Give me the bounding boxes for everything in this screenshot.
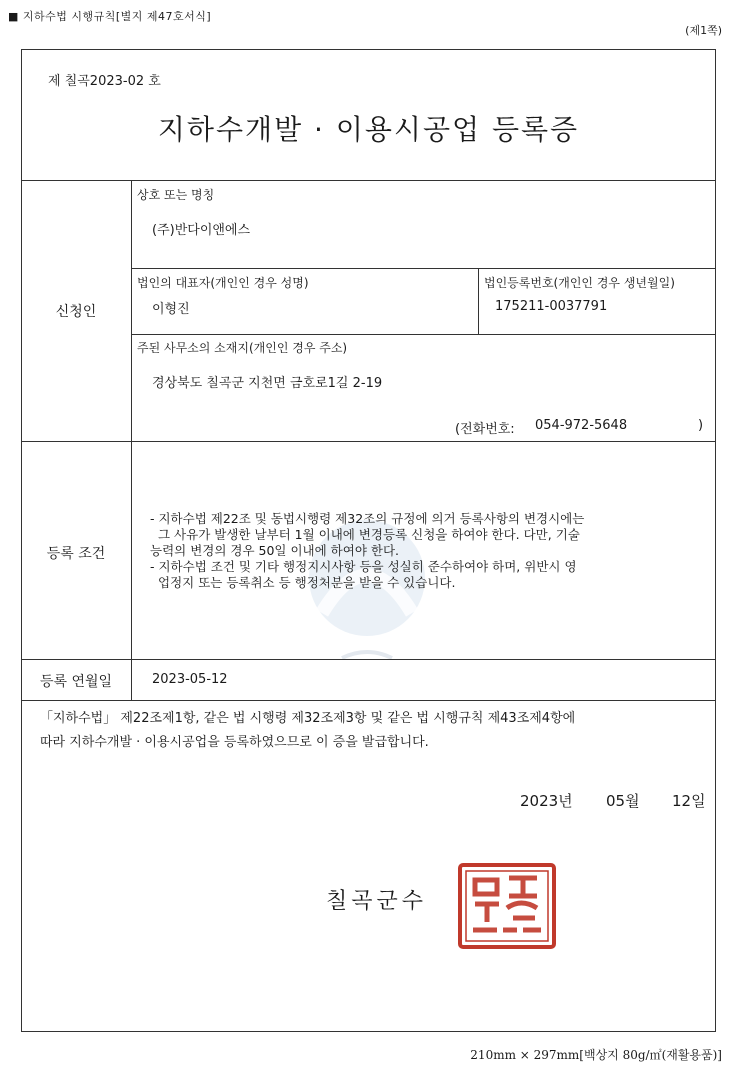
statement-line: 「지하수법」 제22조제1항, 같은 법 시행령 제32조제3항 및 같은 법 시행규칙 제43조제4항에	[40, 711, 576, 726]
conditions-line: 업정지 또는 등록취소 등 행정처분을 받을 수 있습니다.	[158, 575, 456, 590]
form-page-number: (제1쪽)	[685, 24, 722, 37]
issue-day: 12일	[672, 792, 706, 810]
address-value: 경상북도 칠곡군 지천면 금호로1길 2-19	[152, 376, 383, 391]
issuance-statement	[40, 707, 575, 755]
applicant-section-label: 신청인	[55, 304, 97, 320]
divider-title	[22, 180, 715, 181]
statement-line: 따라 지하수개발 · 이용시공업을 등록하였으므로 이 증을 발급합니다.	[40, 735, 429, 750]
conditions-text	[150, 511, 710, 591]
conditions-section-label: 등록 조건	[46, 546, 106, 562]
conditions-line: 능력의 변경의 경우 50일 이내에 하여야 한다.	[150, 543, 399, 558]
company-name-value: (주)반다이앤에스	[152, 223, 251, 238]
paper-spec-footer: 210mm × 297mm[백상지 80g/㎡(재활용품)]	[470, 1048, 722, 1062]
official-seal-icon	[457, 862, 557, 950]
corp-registration-label: 법인등록번호(개인인 경우 생년월일)	[484, 276, 675, 290]
issue-year: 2023년	[520, 792, 573, 810]
divider-representative	[131, 334, 715, 335]
phone-suffix: )	[698, 418, 704, 433]
conditions-line: - 지하수법 조건 및 기타 행정지시사항 등을 성실히 준수하여야 하며, 위반시 영	[150, 559, 577, 574]
registration-date-value: 2023-05-12	[152, 672, 228, 687]
divider-conditions	[22, 659, 715, 660]
representative-label: 법인의 대표자(개인인 경우 성명)	[137, 276, 309, 290]
phone-value: 054-972-5648	[535, 418, 628, 433]
corpno-column-divider	[478, 268, 479, 334]
phone-prefix: (전화번호:	[455, 422, 515, 437]
registration-date-label: 등록 연월일	[39, 674, 113, 690]
conditions-line: - 지하수법 제22조 및 동법시행령 제32조의 규정에 의거 등록사항의 변경시에는	[150, 511, 585, 526]
issuer-name: 칠곡군수	[326, 889, 428, 914]
certificate-number: 제 칠곡2023-02 호	[48, 74, 161, 89]
issue-month: 05월	[606, 792, 640, 810]
address-label: 주된 사무소의 소재지(개인인 경우 주소)	[137, 341, 348, 355]
conditions-line: 그 사유가 발생한 날부터 1월 이내에 변경등록 신청을 하여야 한다. 다만, 기술	[158, 527, 580, 542]
divider-date	[22, 700, 715, 701]
divider-applicant	[22, 441, 715, 442]
company-name-label: 상호 또는 명칭	[137, 188, 215, 202]
label-column-divider	[131, 180, 132, 700]
divider-company	[131, 268, 715, 269]
representative-value: 이형진	[152, 302, 190, 317]
certificate-title: 지하수개발 · 이용시공업 등록증	[157, 113, 580, 146]
form-header: ■ 지하수법 시행규칙[별지 제47호서식]	[8, 10, 212, 23]
corp-registration-value: 175211-0037791	[495, 299, 608, 314]
